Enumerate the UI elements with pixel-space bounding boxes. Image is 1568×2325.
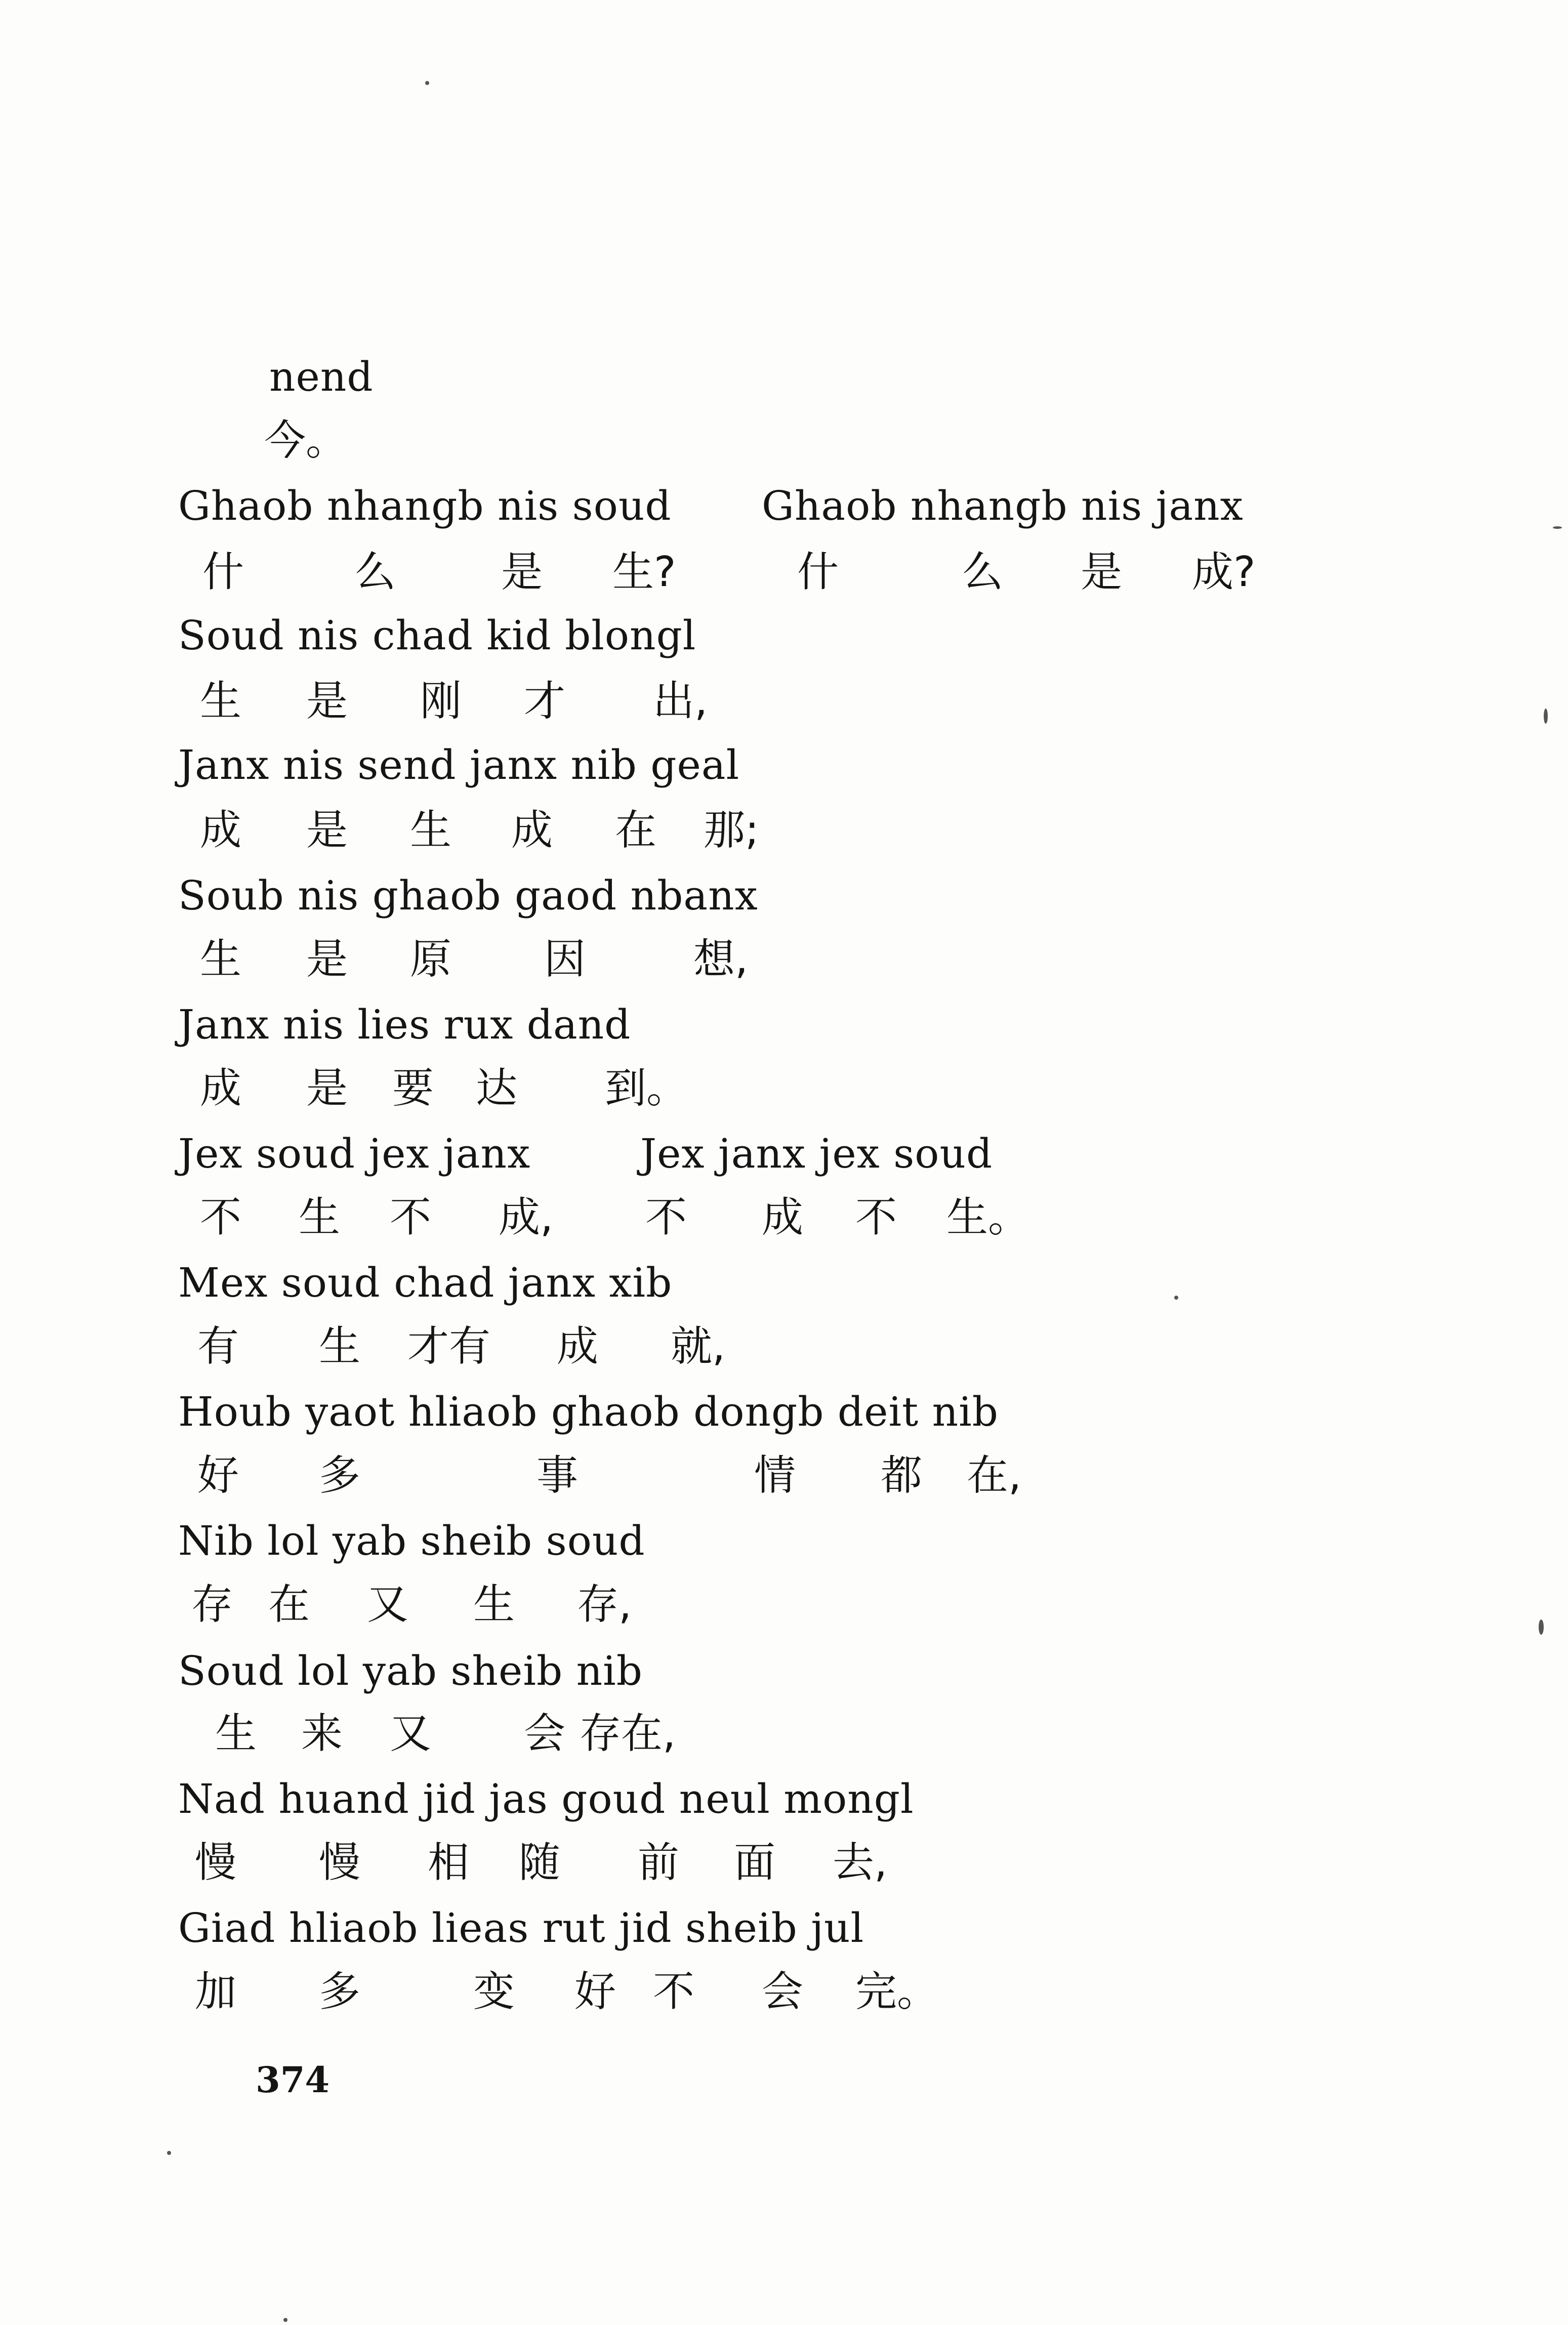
page-number: 374: [256, 2059, 330, 2101]
verse-chinese-char-b: 不: [855, 1193, 897, 1241]
verse-chinese-char: 是: [306, 935, 348, 983]
verse-chinese-char: 存在,: [580, 1710, 676, 1758]
verse-chinese-char: 多: [319, 1968, 361, 2016]
verse-chinese-char: 刚: [420, 677, 462, 725]
col2-chinese-2: 么: [962, 548, 1004, 596]
verse-chinese-char: 不: [200, 1193, 242, 1241]
verse-chinese-char: 出,: [653, 677, 708, 725]
col2-latin: Ghaob nhangb nis janx: [762, 482, 1244, 529]
verse-latin: Jex soud jex janx: [178, 1130, 531, 1177]
col1-chinese-3: 是: [501, 548, 543, 596]
verse-chinese-char: 不: [653, 1968, 695, 2016]
verse-chinese-char: 才有: [407, 1322, 491, 1371]
verse-chinese-char: 就,: [671, 1322, 726, 1371]
verse-chinese-char: 去,: [833, 1839, 888, 1887]
verse-chinese-char: 前: [638, 1839, 680, 1887]
verse-chinese-char: 成: [200, 1064, 242, 1112]
verse-chinese-char: 事: [537, 1451, 579, 1500]
verse-chinese-char-b: 不: [645, 1193, 687, 1241]
verse-chinese-char: 有: [197, 1322, 239, 1371]
col2-chinese-1: 什: [797, 548, 839, 596]
verse-chinese-char: 生: [410, 806, 452, 854]
verse-chinese-char: 好: [574, 1968, 616, 2016]
intro-chinese: 今。: [264, 417, 348, 465]
verse-chinese-char: 来: [301, 1710, 343, 1758]
verse-chinese-char: 会: [762, 1968, 804, 2016]
verse-chinese-char: 在: [268, 1581, 310, 1629]
verse-chinese-char: 情: [754, 1451, 796, 1500]
verse-chinese-char: 想,: [693, 935, 749, 983]
verse-chinese-char: 随: [519, 1839, 561, 1887]
scan-speck: [425, 81, 429, 85]
verse-latin: Giad hliaob lieas rut jid sheib jul: [178, 1904, 864, 1952]
verse-chinese-char: 成: [511, 806, 553, 854]
verse-chinese-char: 相: [428, 1839, 470, 1887]
verse-latin: Houb yaot hliaob ghaob dongb deit nib: [178, 1388, 999, 1435]
verse-chinese-char-b: 生。: [946, 1193, 1030, 1241]
verse-chinese-char: 成,: [499, 1193, 554, 1241]
scan-speck: [283, 2318, 287, 2322]
col1-latin: Ghaob nhangb nis soud: [178, 482, 672, 529]
verse-chinese-char: 成: [557, 1322, 599, 1371]
verse-chinese-char: 要: [392, 1064, 434, 1112]
verse-chinese-char: 生: [200, 677, 242, 725]
verse-latin: Soud lol yab sheib nib: [178, 1647, 643, 1694]
verse-chinese-char: 存: [191, 1581, 233, 1629]
verse-chinese-char: 面: [734, 1839, 776, 1887]
scan-speck: [1539, 1620, 1544, 1635]
col2-chinese-4: 成?: [1192, 548, 1256, 596]
verse-latin: Nib lol yab sheib soud: [178, 1517, 645, 1564]
verse-chinese-char: 因: [544, 935, 586, 983]
verse-chinese-char: 生: [200, 935, 242, 983]
verse-chinese-char-b: 成: [762, 1193, 804, 1241]
verse-chinese-char: 在,: [967, 1451, 1022, 1500]
scan-speck: [167, 2151, 171, 2155]
verse-chinese-char: 存,: [577, 1581, 632, 1629]
verse-chinese-char: 在: [615, 806, 657, 854]
verse-chinese-char: 变: [473, 1968, 515, 2016]
verse-latin: Soud nis chad kid blongl: [178, 612, 696, 659]
verse-chinese-char: 会: [524, 1710, 566, 1758]
verse-chinese-char: 不: [390, 1193, 432, 1241]
verse-chinese-char: 是: [306, 806, 348, 854]
verse-latin: Janx nis lies rux dand: [178, 1001, 631, 1048]
col1-chinese-4: 生?: [612, 548, 676, 596]
verse-chinese-char: 又: [367, 1581, 409, 1629]
verse-chinese-char: 慢: [195, 1839, 237, 1887]
verse-chinese-char: 那;: [704, 806, 759, 854]
verse-chinese-char: 是: [306, 677, 348, 725]
intro-latin: nend: [269, 353, 374, 400]
verse-chinese-char: 才: [524, 677, 566, 725]
scan-speck: [1553, 526, 1562, 529]
verse-chinese-char: 到。: [605, 1064, 688, 1112]
col2-chinese-3: 是: [1081, 548, 1123, 596]
verse-chinese-char: 生: [319, 1322, 361, 1371]
scan-speck: [1174, 1296, 1178, 1300]
verse-chinese-char: 生: [473, 1581, 515, 1629]
col1-chinese-1: 什: [202, 548, 244, 596]
verse-chinese-char: 多: [319, 1451, 361, 1500]
verse-latin-b: Jex janx jex soud: [640, 1130, 993, 1177]
verse-chinese-char: 生: [215, 1710, 257, 1758]
scan-speck: [1544, 709, 1548, 724]
verse-chinese-char: 成: [200, 806, 242, 854]
verse-chinese-char: 达: [476, 1064, 518, 1112]
verse-latin: Janx nis send janx nib geal: [178, 741, 740, 788]
verse-latin: Nad huand jid jas goud neul mongl: [178, 1775, 914, 1822]
verse-chinese-char: 都: [881, 1451, 923, 1500]
verse-chinese-char: 又: [390, 1710, 432, 1758]
col1-chinese-2: 么: [354, 548, 396, 596]
verse-latin: Mex soud chad janx xib: [178, 1259, 673, 1306]
verse-chinese-char: 好: [197, 1451, 239, 1500]
verse-chinese-char: 加: [195, 1968, 237, 2016]
verse-chinese-char: 生: [299, 1193, 341, 1241]
verse-chinese-char: 原: [410, 935, 452, 983]
verse-chinese-char: 是: [306, 1064, 348, 1112]
verse-chinese-char: 完。: [855, 1968, 939, 2016]
verse-chinese-char: 慢: [319, 1839, 361, 1887]
verse-latin: Soub nis ghaob gaod nbanx: [178, 872, 758, 919]
